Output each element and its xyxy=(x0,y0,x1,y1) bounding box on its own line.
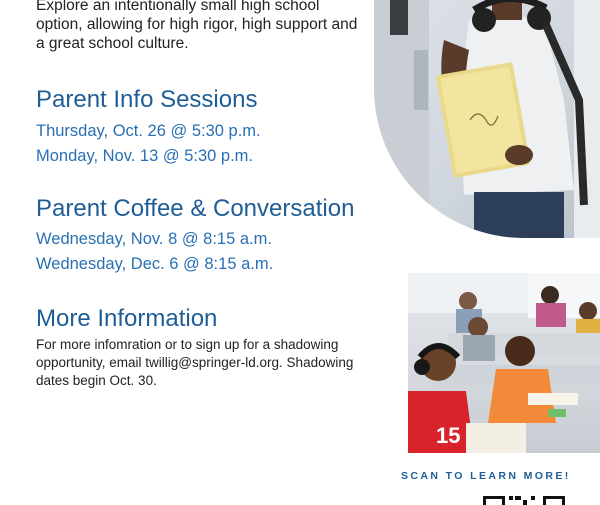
more-info-heading: More Information xyxy=(36,305,218,332)
jersey-number: 15 xyxy=(436,423,461,448)
qr-code[interactable] xyxy=(483,493,565,505)
coffee-heading: Parent Coffee & Conversation xyxy=(36,195,355,222)
more-info-body: For more infomration or to sign up for a shadowing opportunity, email twillig@springer-ld.org. Shadowing dates begin Oct. 30. xyxy=(36,337,354,388)
scan-to-learn-more-label: SCAN TO LEARN MORE! xyxy=(401,470,571,482)
student-photo-illustration xyxy=(374,0,600,238)
classroom-photo xyxy=(408,273,600,453)
coffee-date-2: Wednesday, Dec. 6 @ 8:15 a.m. xyxy=(36,255,274,273)
classroom-photo-illustration xyxy=(408,273,600,453)
coffee-date-1: Wednesday, Nov. 8 @ 8:15 a.m. xyxy=(36,230,272,248)
student-photo xyxy=(374,0,600,238)
info-session-date-1: Thursday, Oct. 26 @ 5:30 p.m. xyxy=(36,122,261,140)
info-sessions-heading: Parent Info Sessions xyxy=(36,86,258,113)
info-session-date-2: Monday, Nov. 13 @ 5:30 p.m. xyxy=(36,147,253,165)
intro-text: Explore an intentionally small high school option, allowing for high rigor, high support and a great school culture. xyxy=(36,0,358,52)
